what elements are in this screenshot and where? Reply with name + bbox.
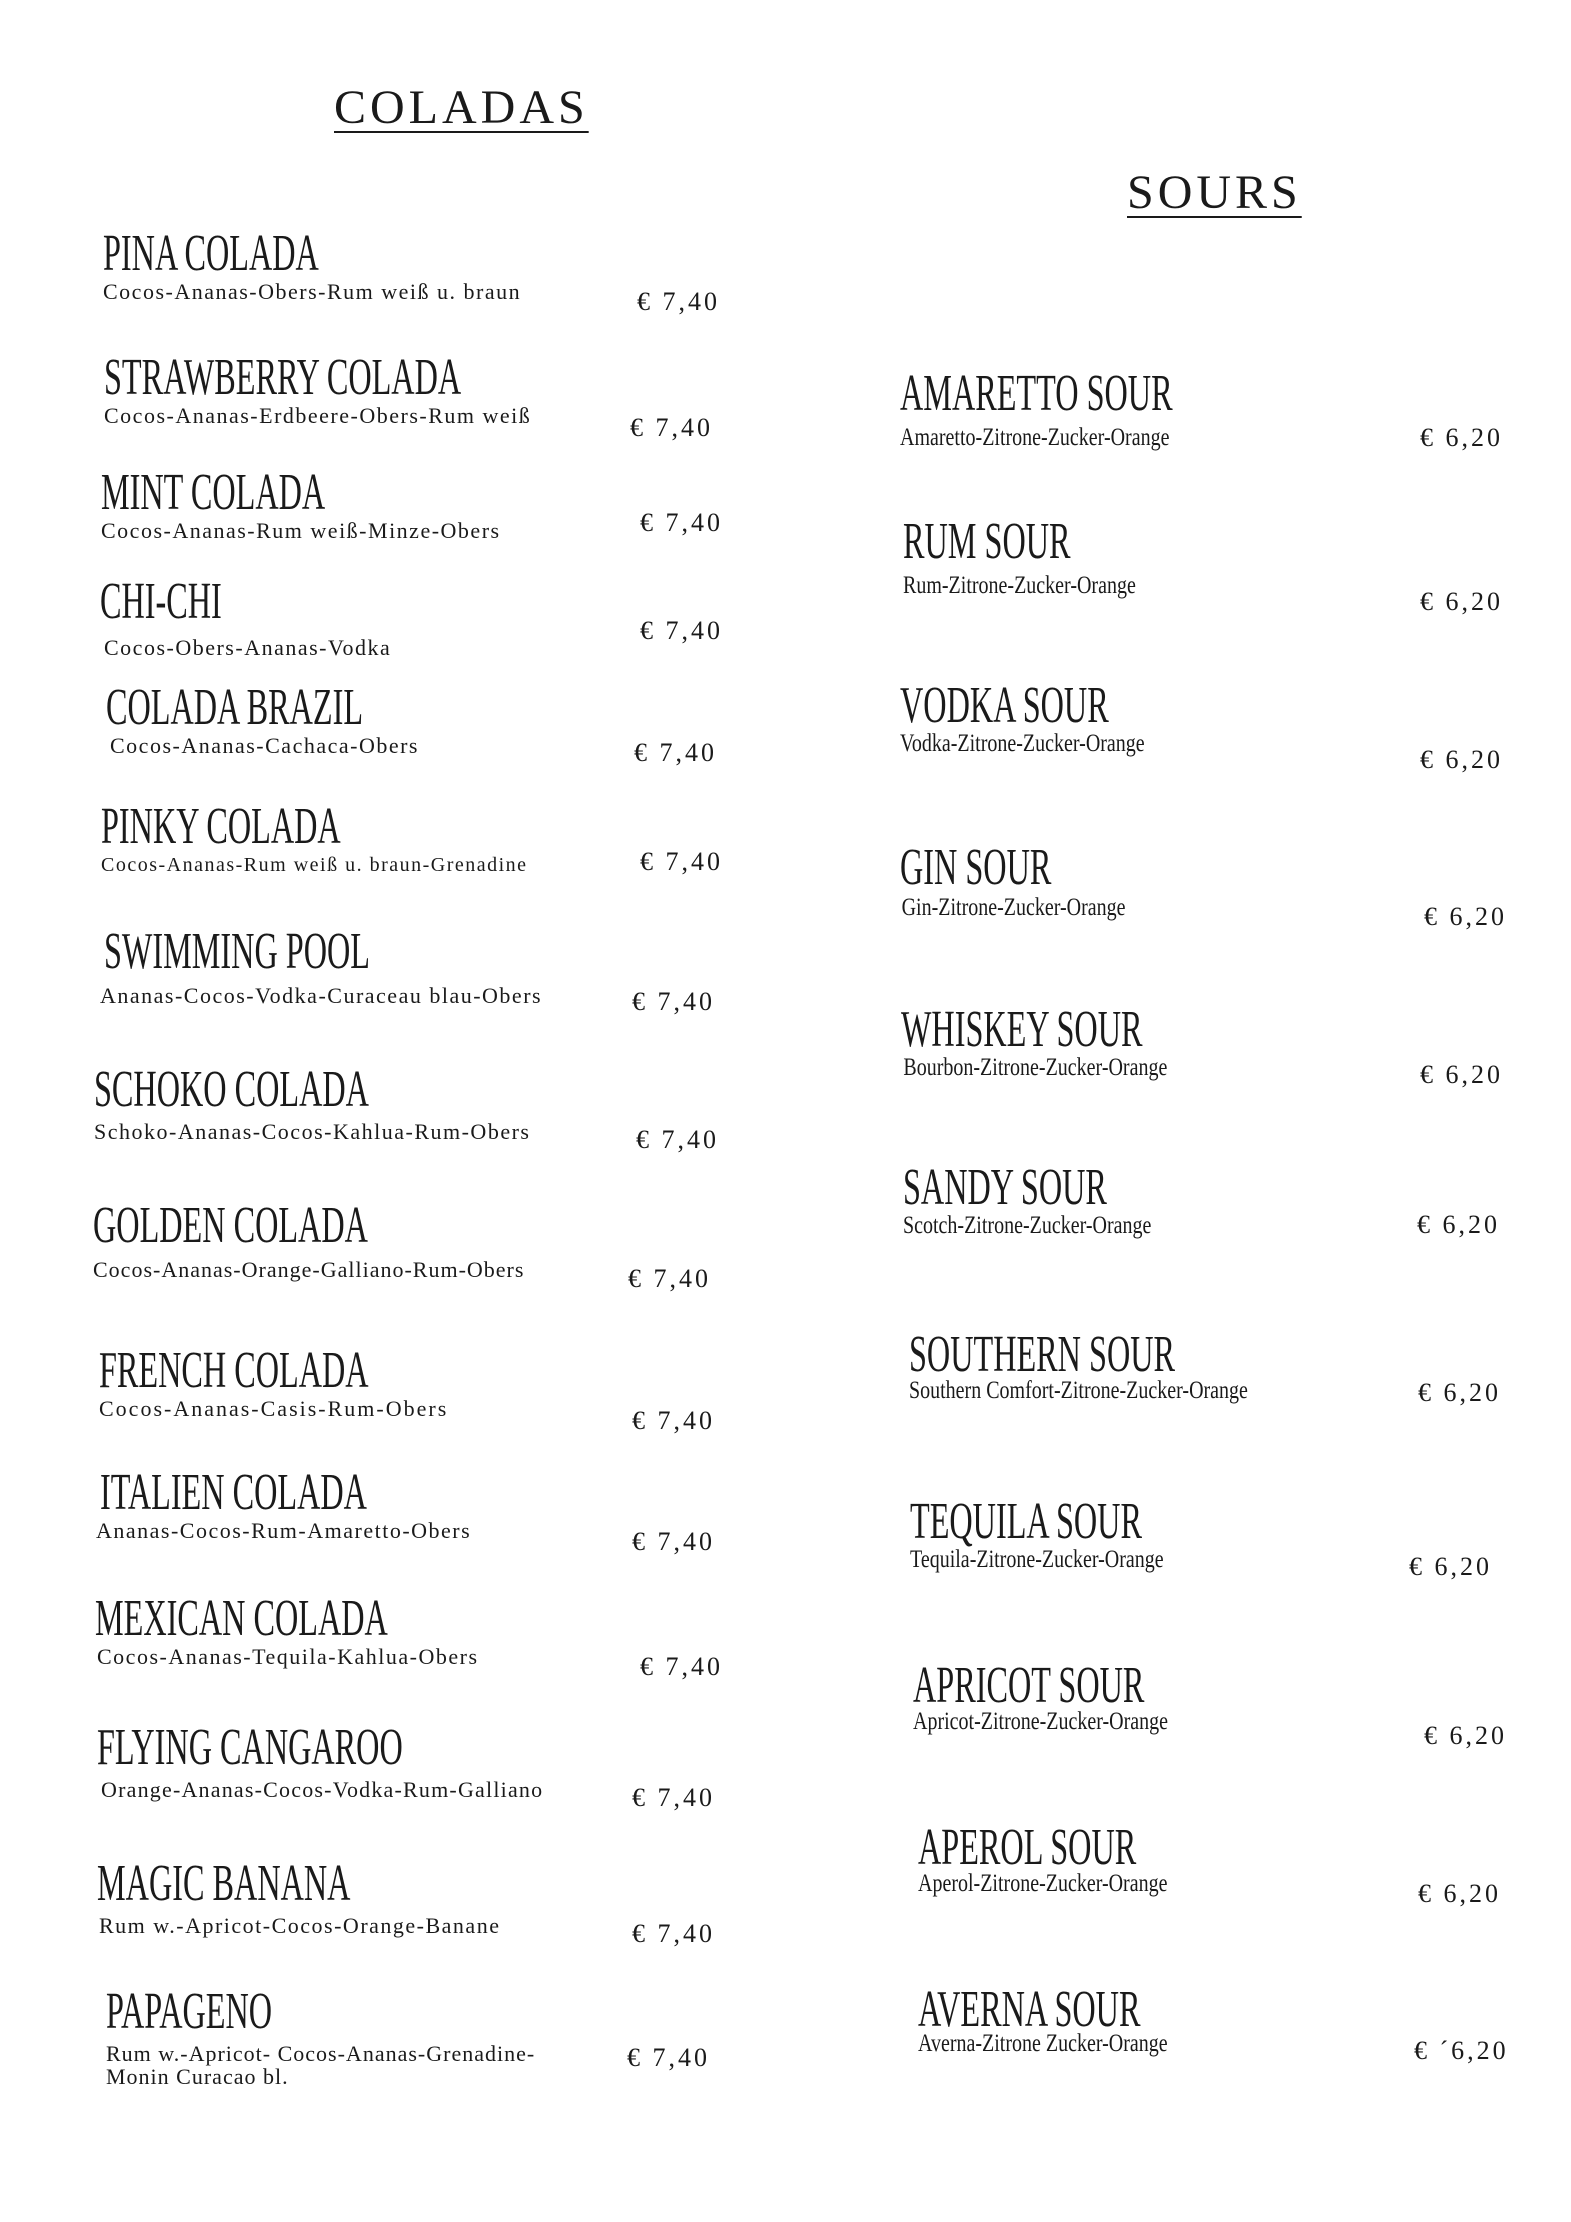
item-description: Cocos-Ananas-Orange-Galliano-Rum-Obers [93, 1257, 525, 1282]
sours-heading: SOURS [1127, 166, 1302, 219]
item-description: Amaretto-Zitrone-Zucker-Orange [900, 424, 1170, 451]
item-price: € 7,40 [632, 1919, 715, 1948]
item-name: MAGIC BANANA [97, 1855, 351, 1912]
item-name: GOLDEN COLADA [93, 1197, 368, 1254]
item-price: € 6,20 [1424, 902, 1507, 931]
item-name: AVERNA SOUR [918, 1981, 1141, 2038]
item-description: Cocos-Ananas-Obers-Rum weiß u. braun [103, 279, 522, 304]
menu-item [909, 1326, 1429, 1404]
item-name: SOUTHERN SOUR [909, 1326, 1176, 1383]
item-description: Ananas-Cocos-Rum-Amaretto-Obers [96, 1518, 472, 1543]
item-description: Tequila-Zitrone-Zucker-Orange [910, 1546, 1164, 1573]
item-description: Apricot-Zitrone-Zucker-Orange [913, 1708, 1169, 1735]
menu-item [903, 1159, 1423, 1239]
item-name: MEXICAN COLADA [95, 1590, 388, 1647]
coladas-heading: COLADAS [334, 81, 589, 134]
item-price: € 6,20 [1420, 745, 1503, 774]
item-price: € 7,40 [640, 1652, 723, 1681]
item-name: APEROL SOUR [918, 1819, 1137, 1876]
item-description: Rum-Zitrone-Zucker-Orange [903, 572, 1136, 599]
item-price: € 7,40 [636, 1125, 719, 1154]
item-name: PINA COLADA [103, 225, 319, 282]
menu-item [910, 1493, 1430, 1573]
item-name: ITALIEN COLADA [100, 1464, 367, 1521]
item-price: € 7,40 [632, 1783, 715, 1812]
menu-item [104, 349, 624, 428]
item-name: STRAWBERRY COLADA [104, 349, 462, 406]
item-price: € 6,20 [1420, 587, 1503, 616]
item-name: PINKY COLADA [101, 798, 341, 855]
menu-item [100, 573, 620, 660]
menu-item [94, 1061, 614, 1144]
item-description: Rum w.-Apricot-Cocos-Orange-Banane [99, 1913, 501, 1938]
menu-item [900, 365, 1420, 451]
item-description: Cocos-Ananas-Tequila-Kahlua-Obers [97, 1644, 479, 1669]
menu-item [106, 679, 626, 758]
item-description: Cocos-Ananas-Cachaca-Obers [110, 733, 419, 758]
item-name: AMARETTO SOUR [900, 365, 1173, 422]
menu-item [101, 798, 621, 877]
item-description: Cocos-Ananas-Erdbeere-Obers-Rum weiß [104, 403, 532, 428]
item-description: Aperol-Zitrone-Zucker-Orange [918, 1870, 1168, 1897]
menu-item [918, 1819, 1438, 1897]
item-description: Southern Comfort-Zitrone-Zucker-Orange [909, 1377, 1248, 1404]
item-name: MINT COLADA [101, 464, 326, 521]
item-price: € 7,40 [634, 738, 717, 767]
menu-item [93, 1197, 613, 1282]
item-description: Schoko-Ananas-Cocos-Kahlua-Rum-Obers [94, 1119, 531, 1144]
menu-item [95, 1590, 615, 1669]
item-name: SANDY SOUR [903, 1159, 1107, 1216]
item-price: € 6,20 [1420, 1060, 1503, 1089]
menu-item [918, 1981, 1438, 2057]
menu-item [106, 1983, 626, 2089]
item-description: Averna-Zitrone Zucker-Orange [918, 2030, 1168, 2057]
item-price: € 7,40 [640, 508, 723, 537]
item-name: SCHOKO COLADA [94, 1061, 369, 1118]
item-description: Bourbon-Zitrone-Zucker-Orange [903, 1054, 1168, 1081]
item-name: CHI-CHI [100, 573, 222, 630]
menu-item [903, 513, 1423, 599]
menu-item [901, 1001, 1421, 1081]
item-price: € 7,40 [632, 1527, 715, 1556]
menu-item [97, 1855, 617, 1938]
item-price: € 7,40 [627, 2043, 710, 2072]
item-price: € 7,40 [628, 1264, 711, 1293]
item-price: € 7,40 [632, 987, 715, 1016]
item-price: € 6,20 [1420, 423, 1503, 452]
item-name: VODKA SOUR [900, 677, 1109, 734]
menu-item [100, 923, 624, 1008]
menu-item [97, 1719, 617, 1802]
item-description: Cocos-Obers-Ananas-Vodka [104, 635, 392, 660]
menu-item [101, 464, 621, 543]
item-description: Ananas-Cocos-Vodka-Curaceau blau-Obers [100, 983, 543, 1008]
item-name: PAPAGENO [106, 1983, 273, 2040]
item-price: € 7,40 [640, 616, 723, 645]
item-price: € 6,20 [1418, 1879, 1501, 1908]
menu-item [913, 1657, 1433, 1735]
item-description: Rum w.-Apricot- Cocos-Ananas-Grenadine-Monin Curacao bl. [106, 2041, 536, 2089]
item-name: RUM SOUR [903, 513, 1071, 570]
item-name: GIN SOUR [900, 839, 1052, 896]
item-description: Vodka-Zitrone-Zucker-Orange [900, 730, 1145, 757]
item-description: Cocos-Ananas-Casis-Rum-Obers [99, 1396, 449, 1421]
item-price: € 7,40 [640, 847, 723, 876]
item-description: Cocos-Ananas-Rum weiß u. braun-Grenadine [101, 854, 528, 876]
menu-item [900, 839, 1420, 921]
item-price: € 6,20 [1417, 1210, 1500, 1239]
item-description: Gin-Zitrone-Zucker-Orange [901, 894, 1126, 921]
item-description: Cocos-Ananas-Rum weiß-Minze-Obers [101, 518, 501, 543]
item-name: FRENCH COLADA [99, 1342, 369, 1399]
menu-item [99, 1342, 619, 1421]
item-price: € 7,40 [630, 413, 713, 442]
item-price: € 7,40 [637, 287, 720, 316]
menu-item [103, 225, 623, 304]
menu-item [900, 677, 1420, 757]
item-price: € 7,40 [632, 1406, 715, 1435]
item-price: € 6,20 [1424, 1721, 1507, 1750]
item-price: € 6,20 [1409, 1552, 1492, 1581]
item-price: € ´6,20 [1414, 2036, 1509, 2065]
item-name: FLYING CANGAROO [97, 1719, 403, 1776]
item-name: TEQUILA SOUR [910, 1493, 1142, 1550]
item-name: WHISKEY SOUR [901, 1001, 1143, 1058]
item-description: Orange-Ananas-Cocos-Vodka-Rum-Galliano [101, 1777, 544, 1802]
menu-item [96, 1464, 620, 1543]
item-name: SWIMMING POOL [104, 923, 370, 980]
item-description: Scotch-Zitrone-Zucker-Orange [903, 1212, 1152, 1239]
item-price: € 6,20 [1418, 1378, 1501, 1407]
item-name: APRICOT SOUR [913, 1657, 1145, 1714]
item-name: COLADA BRAZIL [106, 679, 364, 736]
